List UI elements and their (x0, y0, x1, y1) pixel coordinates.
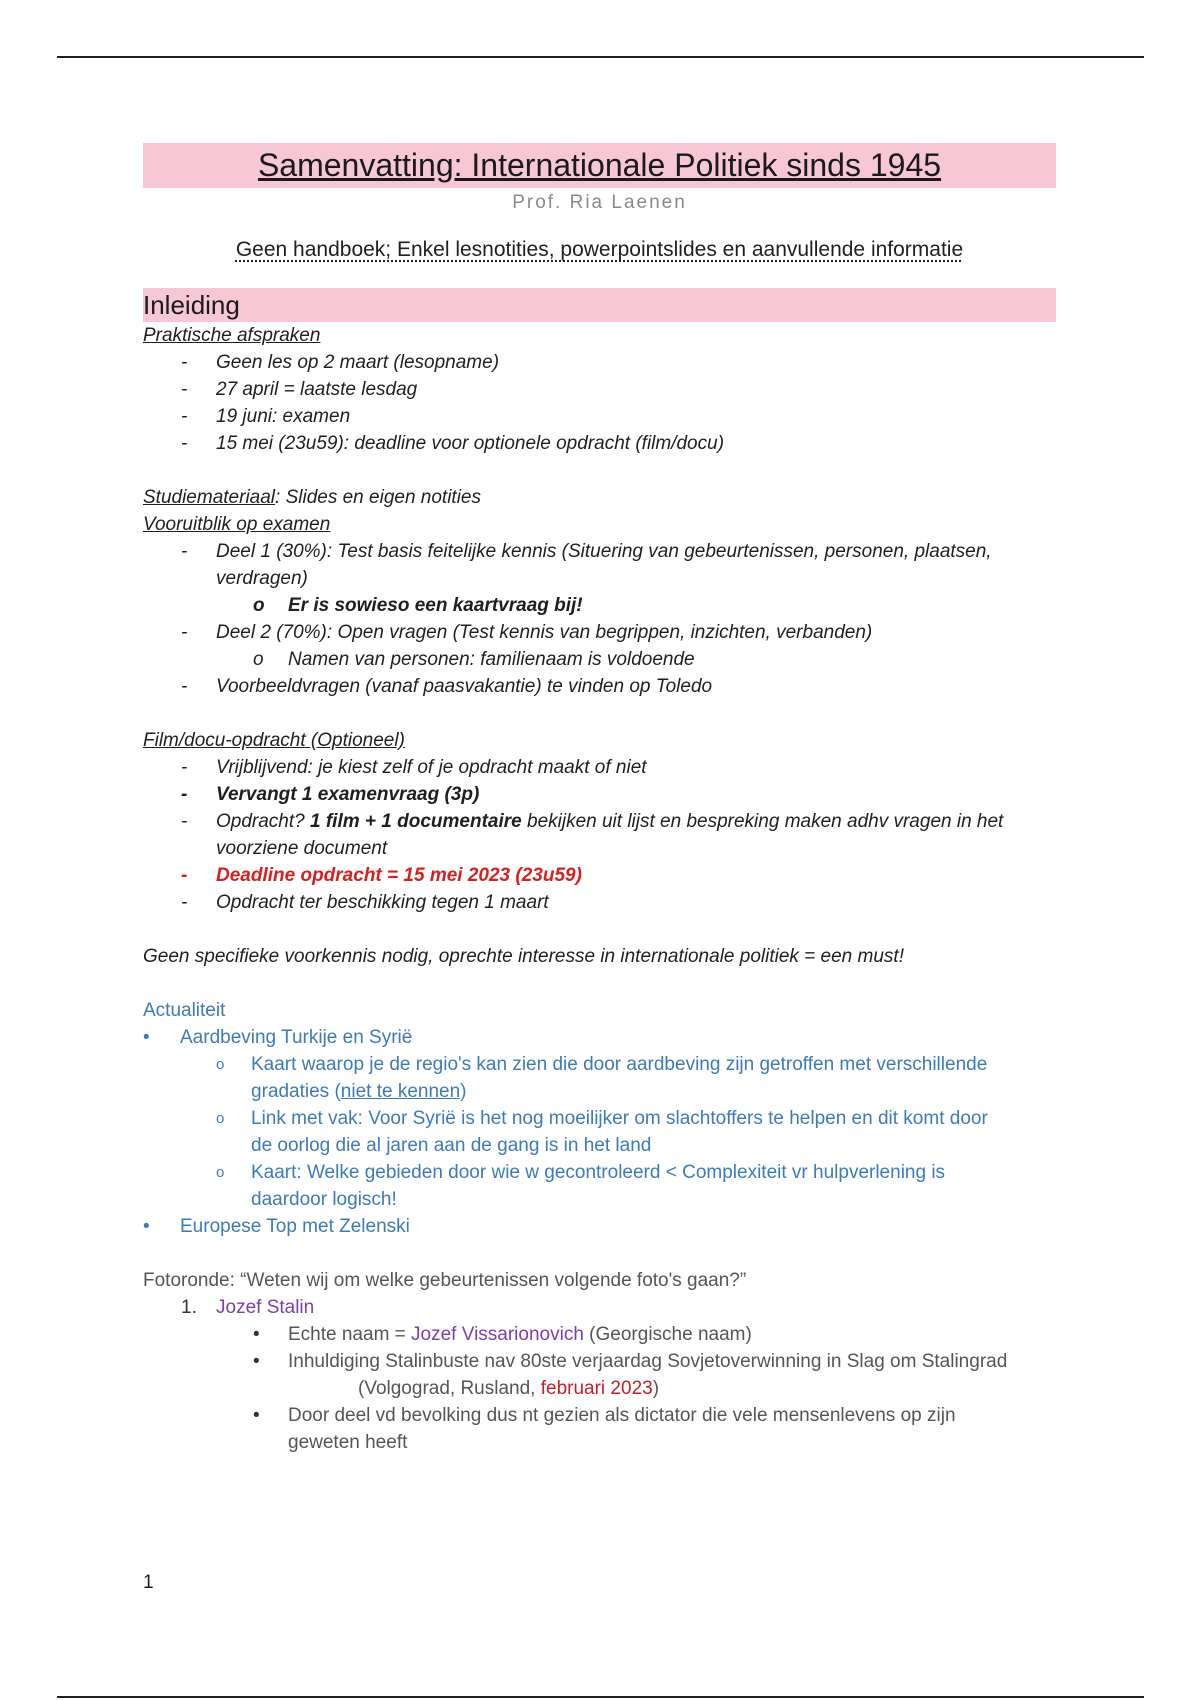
list-item: - 27 april = laatste lesdag (143, 376, 1056, 403)
list-item: - 19 juni: examen (143, 403, 1056, 430)
list-item: - Vervangt 1 examenvraag (3p) (143, 781, 1056, 808)
bullet-item: • Aardbeving Turkije en Syrië (143, 1024, 1056, 1051)
actualiteit-heading: Actualiteit (143, 1000, 226, 1021)
header-rule (57, 56, 1144, 58)
author-line: Prof. Ria Laenen (512, 192, 687, 213)
film-heading: Film/docu-opdracht (Optioneel) (143, 730, 405, 751)
list-subitem: o Er is sowieso een kaartvraag bij! (143, 592, 1056, 619)
subtitle-line: Geen handboek; Enkel lesnotities, powerpointslides en aanvullende informatie (235, 238, 964, 261)
numbered-item: 1. Jozef Stalin (181, 1297, 315, 1318)
document-title: Samenvatting: Internationale Politiek sinds 1945 (143, 143, 1056, 188)
footer-rule (57, 1696, 1144, 1698)
voorkennis-line: Geen specifieke voorkennis nodig, oprechte interesse in internationale politiek = een must! (143, 946, 904, 967)
sub-item: o Kaart: Welke gebieden door wie w gecontroleerd < Complexiteit vr hulpverlening is daardoor logisch! (143, 1159, 1056, 1213)
studiemateriaal-line: Studiemateriaal: Slides en eigen notities (143, 487, 481, 508)
fotoronde-intro: Fotoronde: “Weten wij om welke gebeurtenissen volgende foto's gaan?” (143, 1270, 747, 1291)
praktisch-heading: Praktische afspraken (143, 325, 321, 346)
list-item: - Geen les op 2 maart (lesopname) (143, 349, 1056, 376)
list-item: - Vrijblijvend: je kiest zelf of je opdracht maakt of niet (143, 754, 1056, 781)
sub-item: o Link met vak: Voor Syrië is het nog moeilijker om slachtoffers te helpen en dit komt door de oorlog die al jaren aan de gang is in het land (143, 1105, 1056, 1159)
dot-item: • Inhuldiging Stalinbuste nav 80ste verjaardag Sovjetoverwinning in Slag om Stalingrad (Volgograd, Rusland, februari 2023) (143, 1348, 1056, 1402)
dot-item: • Door deel vd bevolking dus nt gezien als dictator die vele mensenlevens op zijn geweten heeft (143, 1402, 1056, 1456)
list-item: - Voorbeeldvragen (vanaf paasvakantie) te vinden op Toledo (143, 673, 1056, 700)
page-number: 1 (143, 1572, 154, 1593)
section-heading: Inleiding (143, 288, 1056, 322)
list-item: - Opdracht? 1 film + 1 documentaire bekijken uit lijst en bespreking maken adhv vragen in het voorziene document (143, 808, 1056, 862)
vooruitblik-heading: Vooruitblik op examen (143, 514, 331, 535)
dot-item: • Echte naam = Jozef Vissarionovich (Georgische naam) (143, 1321, 1056, 1348)
sub-item: o Kaart waarop je de regio's kan zien die door aardbeving zijn getroffen met verschillende gradaties (niet te kennen) (143, 1051, 1056, 1105)
bullet-item: • Europese Top met Zelenski (143, 1213, 1056, 1240)
list-item: - Opdracht ter beschikking tegen 1 maart (143, 889, 1056, 916)
deadline-item: - Deadline opdracht = 15 mei 2023 (23u59) (143, 862, 1056, 889)
list-item: - 15 mei (23u59): deadline voor optionele opdracht (film/docu) (143, 430, 1056, 457)
list-item: - Deel 2 (70%): Open vragen (Test kennis van begrippen, inzichten, verbanden) (143, 619, 1056, 646)
list-item: - Deel 1 (30%): Test basis feitelijke kennis (Situering van gebeurtenissen, personen, plaatsen, verdragen) (143, 538, 1056, 592)
list-subitem: o Namen van personen: familienaam is voldoende (143, 646, 1056, 673)
document-page (143, 143, 1056, 1456)
